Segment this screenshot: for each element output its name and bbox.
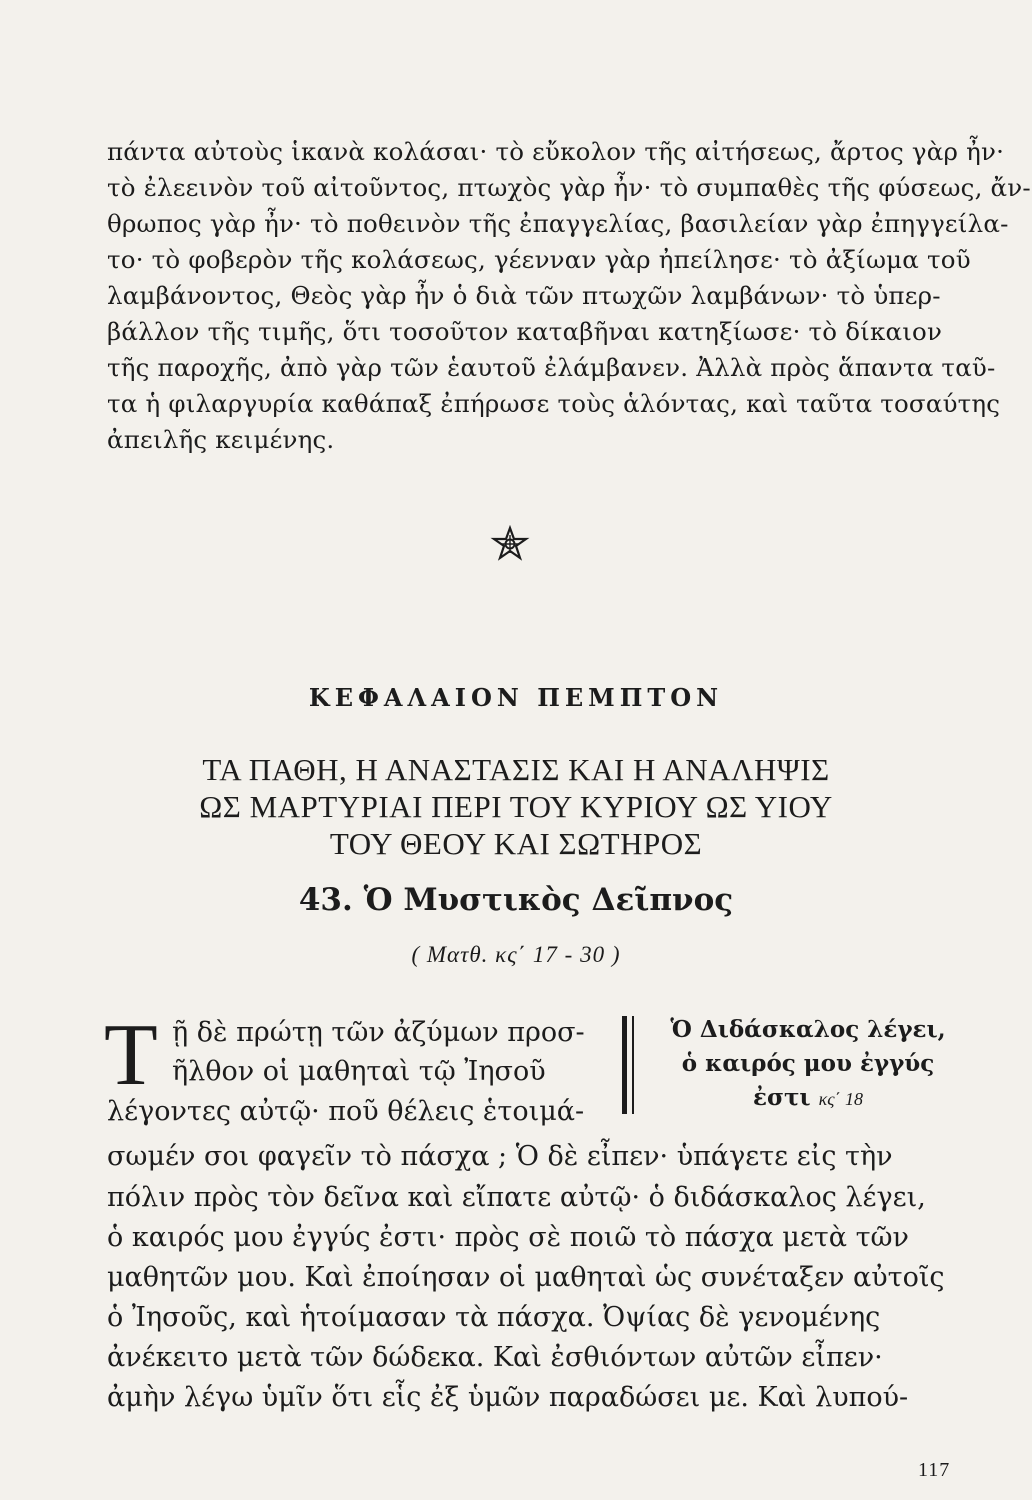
sidebar-note-last — [638, 1084, 978, 1111]
body-line: ῆλθον οἱ μαθηταὶ τῷ Ἰησοῦ — [172, 1056, 546, 1087]
asterisk-ornament-icon — [490, 525, 530, 565]
sidebar-note-text: ἐστι — [753, 1084, 811, 1111]
paragraph-line: βάλλον τῆς τιμῆς, ὅτι τοσοῦτον καταβῆναι κατηξίωσε· τὸ δίκαιον — [107, 317, 943, 346]
body-line: ἀνέκειτο μετὰ τῶν δώδεκα. Καὶ ἐσθιόντων αὐτῶν εἶπεν· — [107, 1342, 883, 1373]
body-line: μαθητῶν μου. Καὶ ἐποίησαν οἱ μαθηταὶ ὡς συνέταξεν αὐτοῖς — [107, 1262, 945, 1293]
page-number: 117 — [918, 1459, 951, 1481]
body-line: ἀμὴν λέγω ὑμῖν ὅτι εἷς ἐξ ὑμῶν παραδώσει με. Καὶ λυπού- — [107, 1382, 909, 1413]
paragraph-line: λαμβάνοντος, Θεὸς γὰρ ἦν ὁ διὰ τῶν πτωχῶν λαμβάνων· τὸ ὑπερ- — [107, 281, 941, 310]
drop-cap: Τ — [104, 1007, 158, 1104]
body-line: πόλιν πρὸς τὸν δεῖνα καὶ εἴπατε αὐτῷ· ὁ διδάσκαλος λέγει, — [107, 1182, 926, 1213]
paragraph-line: θρωπος γὰρ ἦν· τὸ ποθεινὸν τῆς ἐπαγγελίας, βασιλείαν γὰρ ἐπηγγείλα- — [107, 209, 1009, 238]
paragraph-line: πάντα αὐτοὺς ἱκανὰ κολάσαι· τὸ εὔκολον τῆς αἰτήσεως, ἄρτος γὰρ ἦν· — [107, 137, 1005, 166]
paragraph-line: ἀπειλῆς κειμένης. — [107, 425, 335, 454]
paragraph-line: τα ἡ φιλαργυρία καθάπαξ ἐπήρωσε τοὺς ἁλόντας, καὶ ταῦτα τοσαύτης — [107, 389, 1001, 418]
body-line: ὁ Ἰησοῦς, καὶ ἡτοίμασαν τὰ πάσχα. Ὀψίας δὲ γενομένης — [107, 1302, 881, 1333]
section-reference: ( Ματθ. κς΄ 17 - 30 ) — [411, 942, 621, 967]
body-line: ὁ καιρός μου ἐγγύς ἐστι· πρὸς σὲ ποιῶ τὸ πάσχα μετὰ τῶν — [107, 1222, 909, 1253]
sidebar-note-line: Ὁ Διδάσκαλος λέγει, — [670, 1016, 946, 1043]
paragraph-line: τῆς παροχῆς, ἀπὸ γὰρ τῶν ἑαυτοῦ ἐλάμβανεν. Ἀλλὰ πρὸς ἅπαντα ταῦ- — [107, 353, 996, 382]
sidebar-rule — [622, 1016, 627, 1114]
chapter-title-line: ΩΣ ΜΑΡΤΥΡΙΑΙ ΠΕΡΙ ΤΟΥ ΚΥΡΙΟΥ ΩΣ ΥΙΟΥ — [199, 789, 833, 824]
body-line: ῇ δὲ πρώτῃ τῶν ἀζύμων προσ- — [172, 1017, 585, 1048]
body-line: σωμέν σοι φαγεῖν τὸ πάσχα ; Ὁ δὲ εἶπεν· ὑπάγετε εἰς τὴν — [107, 1141, 893, 1172]
sidebar-reference: κς΄ 18 — [818, 1089, 863, 1109]
body-line: λέγοντες αὐτῷ· ποῦ θέλεις ἑτοιμά- — [107, 1096, 585, 1127]
paragraph-line: το· τὸ φοβερὸν τῆς κολάσεως, γέενναν γὰρ ἠπείλησε· τὸ ἀξίωμα τοῦ — [107, 245, 971, 274]
section-title: 43. Ὁ Μυστικὸς Δεῖπνος — [298, 882, 734, 918]
chapter-label: ΚΕΦΑΛΑΙΟΝ ΠΕΜΠΤΟΝ — [308, 683, 724, 712]
paragraph-line: τὸ ἐλεεινὸν τοῦ αἰτοῦντος, πτωχὸς γὰρ ἦν· τὸ συμπαθὲς τῆς φύσεως, ἄν- — [107, 173, 1031, 202]
sidebar-rule — [632, 1016, 634, 1114]
chapter-title-line: ΤΟΥ ΘΕΟΥ ΚΑΙ ΣΩΤΗΡΟΣ — [329, 826, 703, 861]
chapter-title-line: ΤΑ ΠΑΘΗ, Η ΑΝΑΣΤΑΣΙΣ ΚΑΙ Η ΑΝΑΛΗΨΙΣ — [202, 752, 830, 787]
sidebar-note-line: ὁ καιρός μου ἐγγύς — [681, 1050, 935, 1077]
